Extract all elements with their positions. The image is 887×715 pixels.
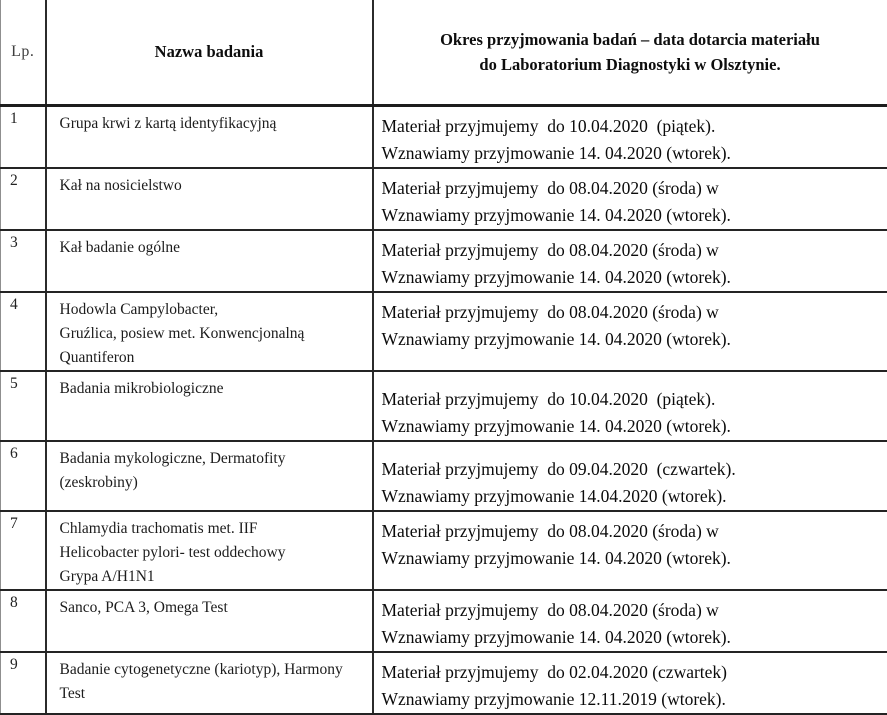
- table-row: [1, 230, 887, 292]
- row-number: 7: [1, 511, 46, 590]
- header-cell-period: [373, 0, 887, 105]
- test-name-line: Grupa krwi z kartą identyfikacyjną: [59, 114, 277, 132]
- acceptance-period-line: Materiał przyjmujemy do 09.04.2020 (czwartek).: [381, 458, 736, 479]
- acceptance-period-line: Materiał przyjmujemy do 08.04.2020 (środa) w: [381, 177, 719, 198]
- test-name-line: Grypa A/H1N1: [59, 567, 155, 585]
- acceptance-period-line: Materiał przyjmujemy do 08.04.2020 (środa) w: [381, 599, 719, 620]
- test-name-line: Hodowla Campylobacter,: [59, 300, 219, 318]
- test-name-line: Chlamydia trachomatis met. IIF: [59, 519, 258, 537]
- acceptance-period-cell: [373, 511, 887, 590]
- acceptance-period-cell: [373, 652, 887, 714]
- row-number: 9: [1, 652, 46, 714]
- table-row: [1, 590, 887, 652]
- row-number: 5: [1, 371, 46, 441]
- table-row: [1, 511, 887, 590]
- acceptance-period-cell: [373, 230, 887, 292]
- test-name-line: Badania mikrobiologiczne: [59, 379, 224, 397]
- row-number: 2: [1, 168, 46, 230]
- acceptance-period-line: Wznawiamy przyjmowanie 14. 04.2020 (wtorek).: [381, 328, 731, 349]
- table-row: [1, 168, 887, 230]
- test-name-line: Sanco, PCA 3, Omega Test: [59, 598, 228, 616]
- header-period-line-2: do Laboratorium Diagnostyki w Olsztynie.: [479, 54, 781, 74]
- header-cell-lp: Lp.: [1, 0, 46, 105]
- acceptance-period-cell: [373, 590, 887, 652]
- test-name-line: Gruźlica, posiew met. Konwencjonalną: [59, 324, 305, 342]
- test-name-cell: [46, 652, 373, 714]
- test-name-cell: [46, 230, 373, 292]
- acceptance-period-line: Wznawiamy przyjmowanie 14. 04.2020 (wtorek).: [381, 547, 731, 568]
- header-period-line-1: Okres przyjmowania badań – data dotarcia materiału: [440, 29, 820, 49]
- row-number: 1: [1, 105, 46, 168]
- table-row: [1, 105, 887, 168]
- row-number: 4: [1, 292, 46, 371]
- table-body: [1, 105, 887, 714]
- acceptance-period-line: Materiał przyjmujemy do 08.04.2020 (środa) w: [381, 239, 719, 260]
- acceptance-period-line: Materiał przyjmujemy do 10.04.2020 (piątek).: [381, 115, 716, 136]
- row-number: 3: [1, 230, 46, 292]
- acceptance-period-line: Materiał przyjmujemy do 08.04.2020 (środa) w: [381, 301, 719, 322]
- table-row: [1, 441, 887, 511]
- acceptance-period-cell: [373, 371, 887, 441]
- test-name-cell: [46, 292, 373, 371]
- table-row: [1, 292, 887, 371]
- test-name-cell: [46, 105, 373, 168]
- row-number: 8: [1, 590, 46, 652]
- acceptance-period-line: Materiał przyjmujemy do 02.04.2020 (czwartek): [381, 661, 728, 682]
- test-name-line: (zeskrobiny): [59, 473, 138, 491]
- test-name-cell: [46, 511, 373, 590]
- acceptance-period-line: Wznawiamy przyjmowanie 14. 04.2020 (wtorek).: [381, 266, 731, 287]
- test-name-line: Kał badanie ogólne: [59, 238, 181, 256]
- test-name-line: Helicobacter pylori- test oddechowy: [59, 543, 286, 561]
- header-row: [1, 0, 887, 105]
- acceptance-period-cell: [373, 168, 887, 230]
- acceptance-period-cell: [373, 441, 887, 511]
- test-name-line: Badanie cytogenetyczne (kariotyp), Harmony: [59, 660, 343, 678]
- table-row: [1, 652, 887, 714]
- acceptance-period-line: Materiał przyjmujemy do 08.04.2020 (środa) w: [381, 520, 719, 541]
- row-number: 6: [1, 441, 46, 511]
- acceptance-period-line: Wznawiamy przyjmowanie 14. 04.2020 (wtorek).: [381, 415, 731, 436]
- test-name-cell: [46, 441, 373, 511]
- acceptance-period-cell: [373, 105, 887, 168]
- acceptance-period-line: Wznawiamy przyjmowanie 14. 04.2020 (wtorek).: [381, 142, 731, 163]
- test-name-cell: [46, 168, 373, 230]
- acceptance-period-line: Wznawiamy przyjmowanie 14. 04.2020 (wtorek).: [381, 204, 731, 225]
- test-name-line: Kał na nosicielstwo: [59, 176, 182, 194]
- test-name-line: Badania mykologiczne, Dermatofity: [59, 449, 286, 467]
- acceptance-period-line: Wznawiamy przyjmowanie 14.04.2020 (wtorek).: [381, 485, 727, 506]
- acceptance-period-line: Materiał przyjmujemy do 10.04.2020 (piątek).: [381, 388, 716, 409]
- test-name-cell: [46, 590, 373, 652]
- table-row: [1, 371, 887, 441]
- acceptance-period-line: Wznawiamy przyjmowanie 12.11.2019 (wtorek).: [381, 688, 726, 709]
- test-name-line: Quantiferon: [59, 348, 135, 366]
- acceptance-period-cell: [373, 292, 887, 371]
- test-name-cell: [46, 371, 373, 441]
- header-cell-name: Nazwa badania: [46, 0, 373, 105]
- acceptance-period-line: Wznawiamy przyjmowanie 14. 04.2020 (wtorek).: [381, 626, 731, 647]
- test-name-line: Test: [59, 684, 86, 702]
